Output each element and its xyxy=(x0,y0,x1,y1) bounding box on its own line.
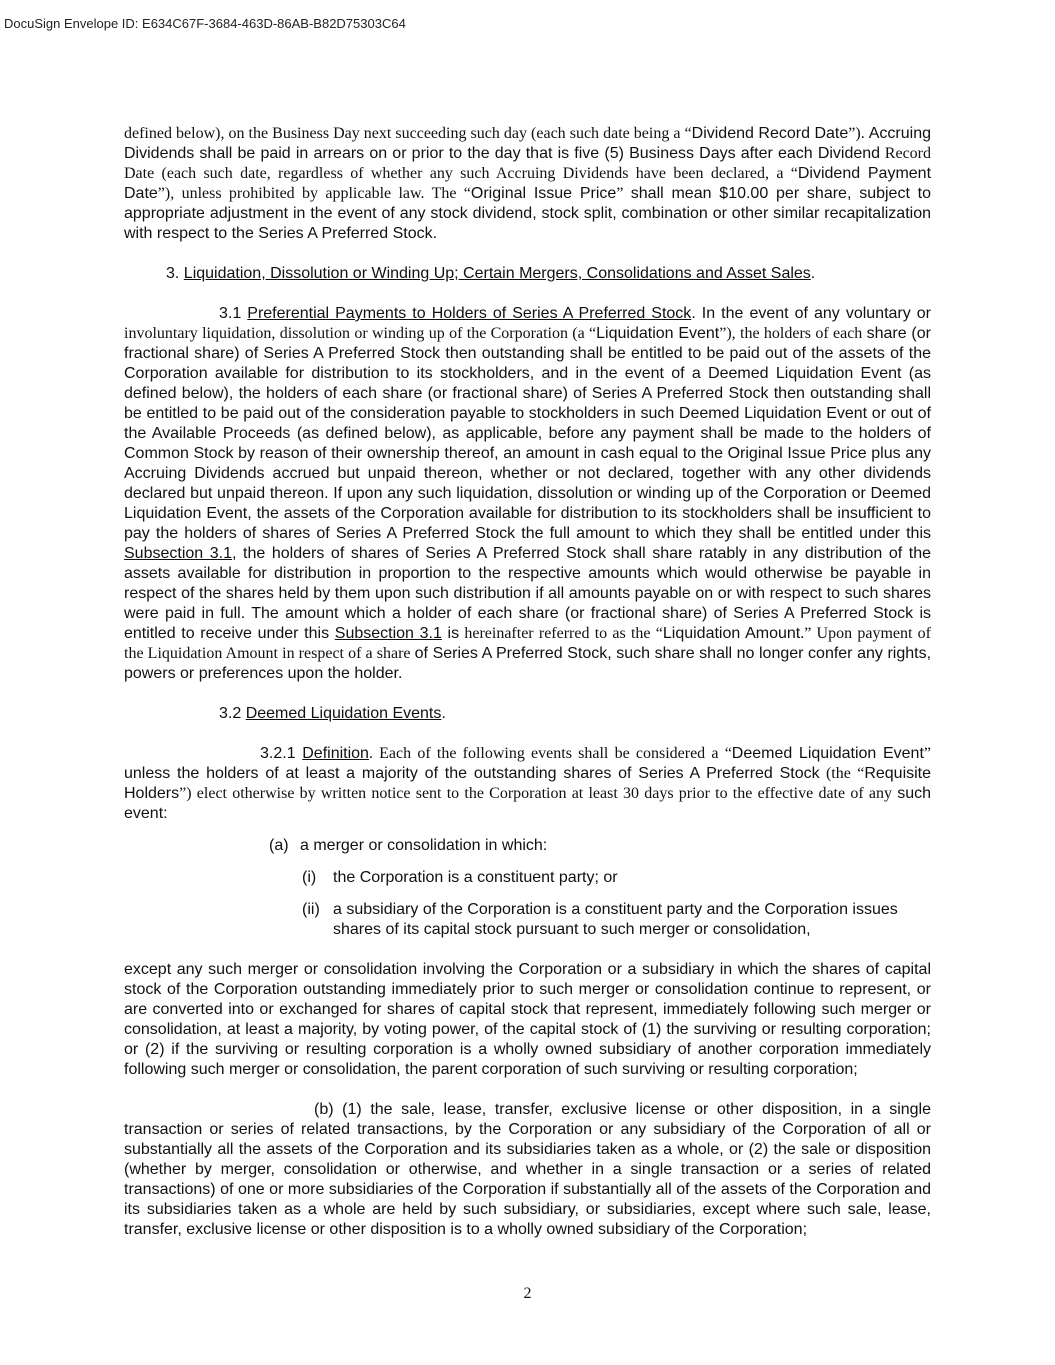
sec31-run: 3.1 xyxy=(219,305,248,322)
sec31-run: share (or fractional share) of Series A Preferred Stock then outstanding shall be entitled to be paid out of the assets of the Corporation available for distribution to its stockholders, and in the event of a Deemed Liquidation Event (as defined below), the holders of each share (or fractional share) of Series A Preferred Stock then outstanding shall be entitled to be paid out of the consideration payable to stockholders in such Deemed Liquidation Event or out of the Available Proceeds (as defined below), as applicable, before any payment shall be made to the holders of Common Stock by reason of their ownership thereof, an amount in cash equal to the Original Issue Price plus any Accruing Dividends accrued but unpaid thereon, whether or not declared, together with any other dividends declared but unpaid thereon. If upon any such liquidation, dissolution or winding up of the Corporation or Deemed Liquidation Event, the assets of the Corporation available for distribution to its stockholders shall be insufficient to pay the holders of shares of Series A Preferred Stock the full amount to which they shall be entitled under this xyxy=(124,325,931,542)
list-item-i-label: (i) xyxy=(302,869,317,886)
para_intro-run: Original Issue Price xyxy=(470,185,617,202)
sec31-run: ”), the holders of each xyxy=(719,325,867,342)
sec31-run: , the holders of shares of Series A Preferred Stock shall share ratably in any distribution of the assets available for distribution in proportion to the respective amounts which would otherwise be payable in respect of the shares held by them upon such distribution if all amounts payable on or with respect to such shares were paid in full. The amount which a holder of each share (or fractional share) of Series A Preferred Stock is entitled to receive under this xyxy=(124,545,931,642)
sec321-run: ” xyxy=(923,745,931,762)
sec321-run: Requisite Holders xyxy=(124,765,932,802)
list-item-ii-text: a subsidiary of the Corporation is a constituent party and the Corporation issues shares of its capital stock pursuant to such merger or consolidation, xyxy=(333,901,898,938)
list-item-ii xyxy=(124,900,931,940)
paragraph-dividend-dates xyxy=(124,124,931,244)
docusign-envelope-id: DocuSign Envelope ID: E634C67F-3684-463D-86AB-B82D75303C64 xyxy=(4,16,406,31)
sec321-run: 3.2.1 xyxy=(260,745,303,762)
sec321-run: (the “ xyxy=(819,765,865,782)
para_intro-run: ” xyxy=(616,185,631,202)
list-item-a-label: (a) xyxy=(269,837,289,854)
paragraph-item-b: (b) (1) the sale, lease, transfer, exclusive license or other disposition, in a single transaction or series of related transactions, by the Corporation or any subsidiary of the Corporation of all or substantially all the assets of the Corporation and its subsidiaries taken as a whole, or (2) the sale or disposition (whether by merger, consolidation or otherwise, and whether in a single transaction or a series of related transactions) of one or more subsidiaries of the Corporation if substantially all of the assets of the Corporation and its subsidiaries taken as a whole are held by such subsidiary, or subsidiaries, except where such sale, lease, transfer, exclusive license or other disposition is to a wholly owned subsidiary of the Corporation; xyxy=(124,1101,931,1238)
sec321-run: Deemed Liquidation Event xyxy=(731,745,924,762)
sec32-run: Deemed Liquidation Events xyxy=(245,705,442,722)
sec32-run: 3.2 xyxy=(219,705,246,722)
para_intro-run: ”), unless prohibited by applicable law. The “ xyxy=(157,185,471,202)
sec31-run: Preferential Payments to Holders of Series A Preferred Stock xyxy=(247,305,692,322)
list-item-ii-label: (ii) xyxy=(302,901,320,918)
para_intro-run: Accruing Dividends shall be paid in arrears on or prior to the day that is five (5) Business Days after each Dividend xyxy=(124,125,931,162)
sec31-run: Liquidation Event xyxy=(596,325,720,342)
sec31-run: Liquidation Amount xyxy=(662,625,801,642)
list-item-a xyxy=(124,836,931,856)
section-3-2-heading xyxy=(124,704,931,724)
section-3-1-paragraph xyxy=(124,304,931,684)
sec3-run: . xyxy=(810,265,816,282)
section-3-heading xyxy=(124,264,931,284)
sec321-run: . Each of the following events shall be considered a “ xyxy=(368,745,732,762)
paragraph-merger-exception: except any such merger or consolidation involving the Corporation or a subsidiary in which the shares of capital stock of the Corporation outstanding immediately prior to such merger or consolidation continue to represent, or are converted into or exchanged for shares of capital stock that represent, immediately following such merger or consolidation, at least a majority, by voting power, of the capital stock of (1) the surviving or resulting corporation; or (2) if the surviving or resulting corporation is a wholly owned subsidiary of another corporation immediately following such merger or consolidation, the parent corporation of such surviving or resulting corporation; xyxy=(124,961,931,1078)
para_intro-run: ”). xyxy=(848,125,869,142)
sec321-run: ”) elect otherwise by written notice sent to the Corporation at least 30 days prior to the effective date of any xyxy=(179,785,898,802)
sec31-run: of Series A Preferred Stock, such share shall no longer confer any rights, powers or preferences upon the holder. xyxy=(124,645,932,682)
sec31-run: Subsection 3.1 xyxy=(124,545,232,562)
para_intro-run: Dividend Record Date xyxy=(691,125,849,142)
page-number: 2 xyxy=(523,1285,532,1302)
list-item-a-text: a merger or consolidation in which: xyxy=(300,837,548,854)
sec31-run: involuntary liquidation, dissolution or winding up of the Corporation (a “ xyxy=(124,325,597,342)
sec31-run: Subsection 3.1 xyxy=(334,625,442,642)
sec321-run: unless the holders of at least a majority of the outstanding shares of Series A Preferred Stock xyxy=(124,765,820,782)
para_intro-run: shall mean $10.00 per share, subject to appropriate adjustment in the event of any stock dividend, stock split, combination or other similar recapitalization with respect to the Series A Preferred Stock. xyxy=(124,185,932,242)
sec321-run: Definition xyxy=(302,745,369,762)
sec32-run: . xyxy=(441,705,446,722)
list-item-i xyxy=(124,868,931,888)
list-item-i-text: the Corporation is a constituent party; or xyxy=(333,869,618,886)
para_intro-run: defined below), on the Business Day next succeeding such day (each such date being a “ xyxy=(124,125,692,142)
sec3-run: 3. xyxy=(166,265,184,282)
section-3-2-1-paragraph xyxy=(124,744,931,824)
sec31-run: is xyxy=(441,625,460,642)
sec31-run: .” Upon payment of the Liquidation Amount in respect of a share xyxy=(124,625,932,662)
sec31-run: . In the event of any voluntary or xyxy=(691,305,932,322)
sec3-run: Liquidation, Dissolution or Winding Up; Certain Mergers, Consolidations and Asset Sales xyxy=(183,265,811,282)
sec31-run: hereinafter referred to as the “ xyxy=(459,625,663,642)
sec321-run: such event: xyxy=(124,785,931,822)
document-body xyxy=(124,124,931,1240)
para_intro-run: Dividend Payment Date xyxy=(124,165,932,202)
para_intro-run: Record Date (each such date, regardless of whether any such Accruing Dividends have been declared, a “ xyxy=(124,145,931,182)
